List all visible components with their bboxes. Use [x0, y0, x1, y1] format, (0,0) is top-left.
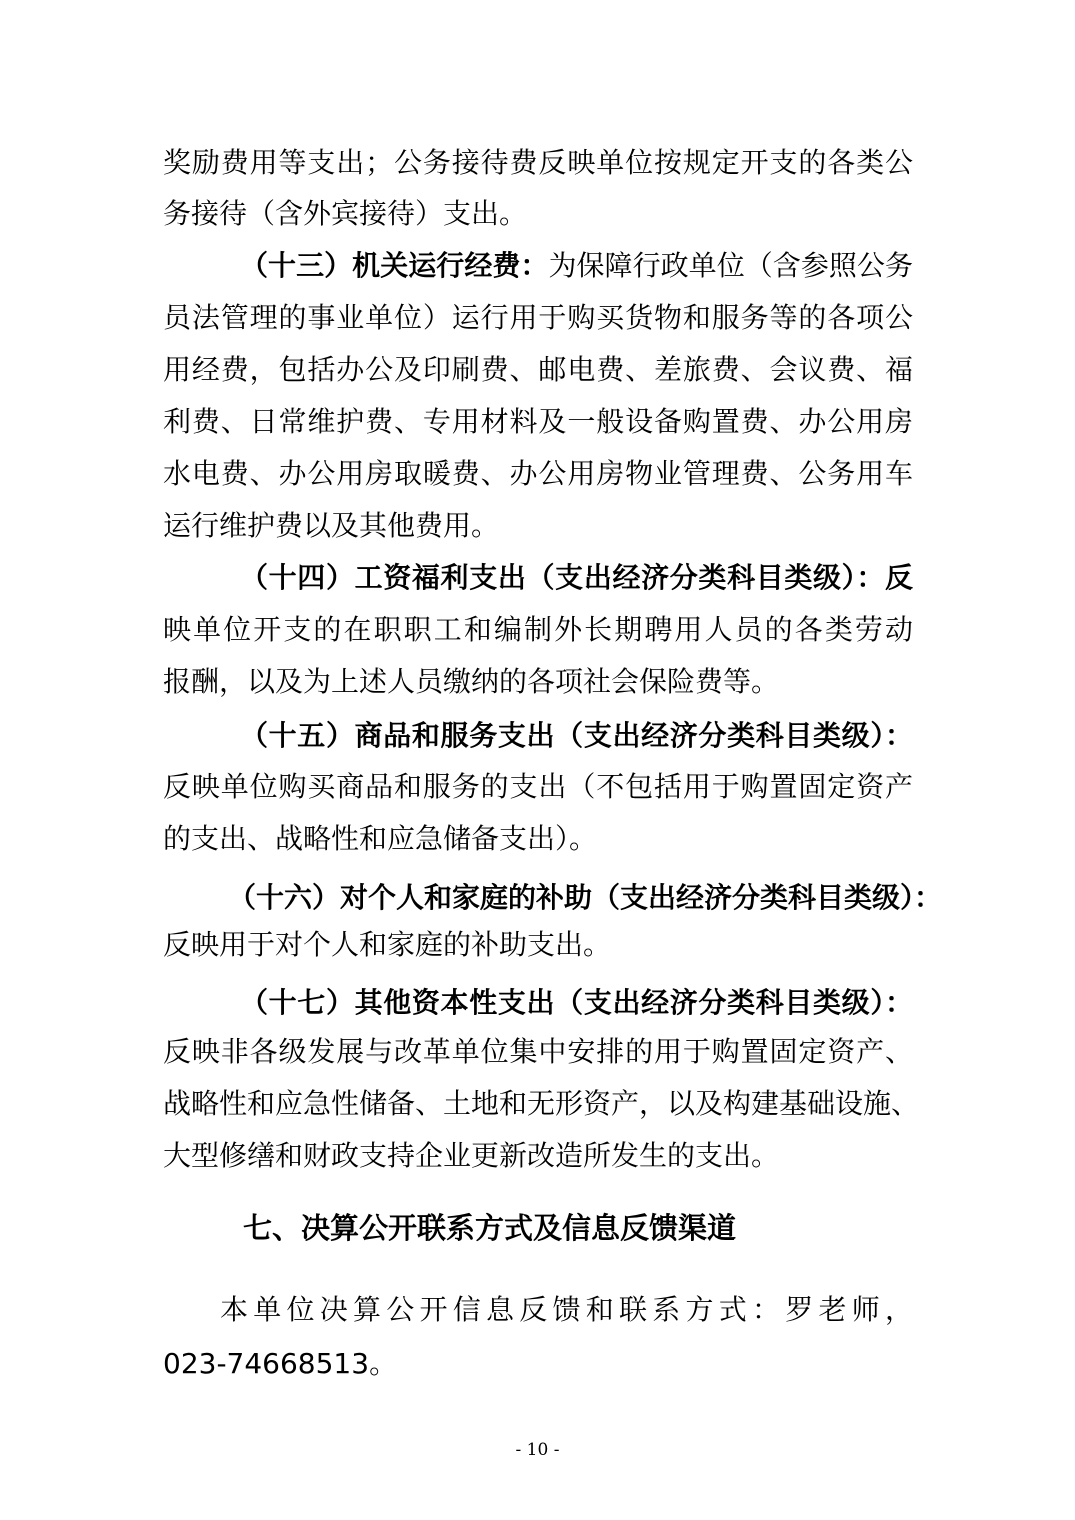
paragraph-13-first-line	[240, 246, 913, 286]
paragraph-line: 大型修缮和财政支持企业更新改造所发生的支出。	[163, 1139, 780, 1172]
paragraph-line: 的支出、战略性和应急储备支出）。	[163, 822, 598, 855]
paragraph-13-heading: （十三）机关运行经费：	[240, 249, 549, 282]
paragraph-line: 反映单位购买商品和服务的支出（不包括用于购置固定资产	[163, 770, 913, 803]
paragraph-line: 奖励费用等支出；公务接待费反映单位按规定开支的各类公	[163, 146, 913, 179]
paragraph-line: 为保障行政单位（含参照公务	[548, 249, 913, 282]
paragraph-line: 利费、日常维护费、专用材料及一般设备购置费、办公用房	[163, 405, 913, 438]
paragraph-line: 战略性和应急性储备、土地和无形资产，以及构建基础设施、	[163, 1087, 920, 1120]
paragraph-14-heading: （十四）工资福利支出（支出经济分类科目类级）：反	[240, 561, 913, 594]
paragraph-line: 报酬，以及为上述人员缴纳的各项社会保险费等。	[163, 665, 780, 698]
section-7-title: 七、决算公开联系方式及信息反馈渠道	[243, 1211, 737, 1245]
contact-line: 本单位决算公开信息反馈和联系方式：罗老师，	[220, 1293, 913, 1326]
paragraph-line: 反映用于对个人和家庭的补助支出。	[163, 928, 612, 961]
contact-phone: 023-74668513。	[163, 1347, 398, 1380]
paragraph-15-heading: （十五）商品和服务支出（支出经济分类科目类级）：	[240, 719, 913, 752]
paragraph-line: 反映非各级发展与改革单位集中安排的用于购置固定资产、	[163, 1035, 913, 1068]
paragraph-17-heading: （十七）其他资本性支出（支出经济分类科目类级）：	[240, 986, 913, 1019]
paragraph-16-heading: （十六）对个人和家庭的补助（支出经济分类科目类级）：	[228, 881, 943, 914]
paragraph-line: 用经费，包括办公及印刷费、邮电费、差旅费、会议费、福	[163, 353, 913, 386]
paragraph-line: 务接待（含外宾接待）支出。	[163, 197, 528, 230]
paragraph-line: 员法管理的事业单位）运行用于购买货物和服务等的各项公	[163, 301, 913, 334]
paragraph-line: 映单位开支的在职职工和编制外长期聘用人员的各类劳动	[163, 613, 913, 646]
page-number: - 10 -	[515, 1440, 560, 1460]
paragraph-line: 运行维护费以及其他费用。	[163, 509, 500, 542]
paragraph-line: 水电费、办公用房取暖费、办公用房物业管理费、公务用车	[163, 457, 913, 490]
